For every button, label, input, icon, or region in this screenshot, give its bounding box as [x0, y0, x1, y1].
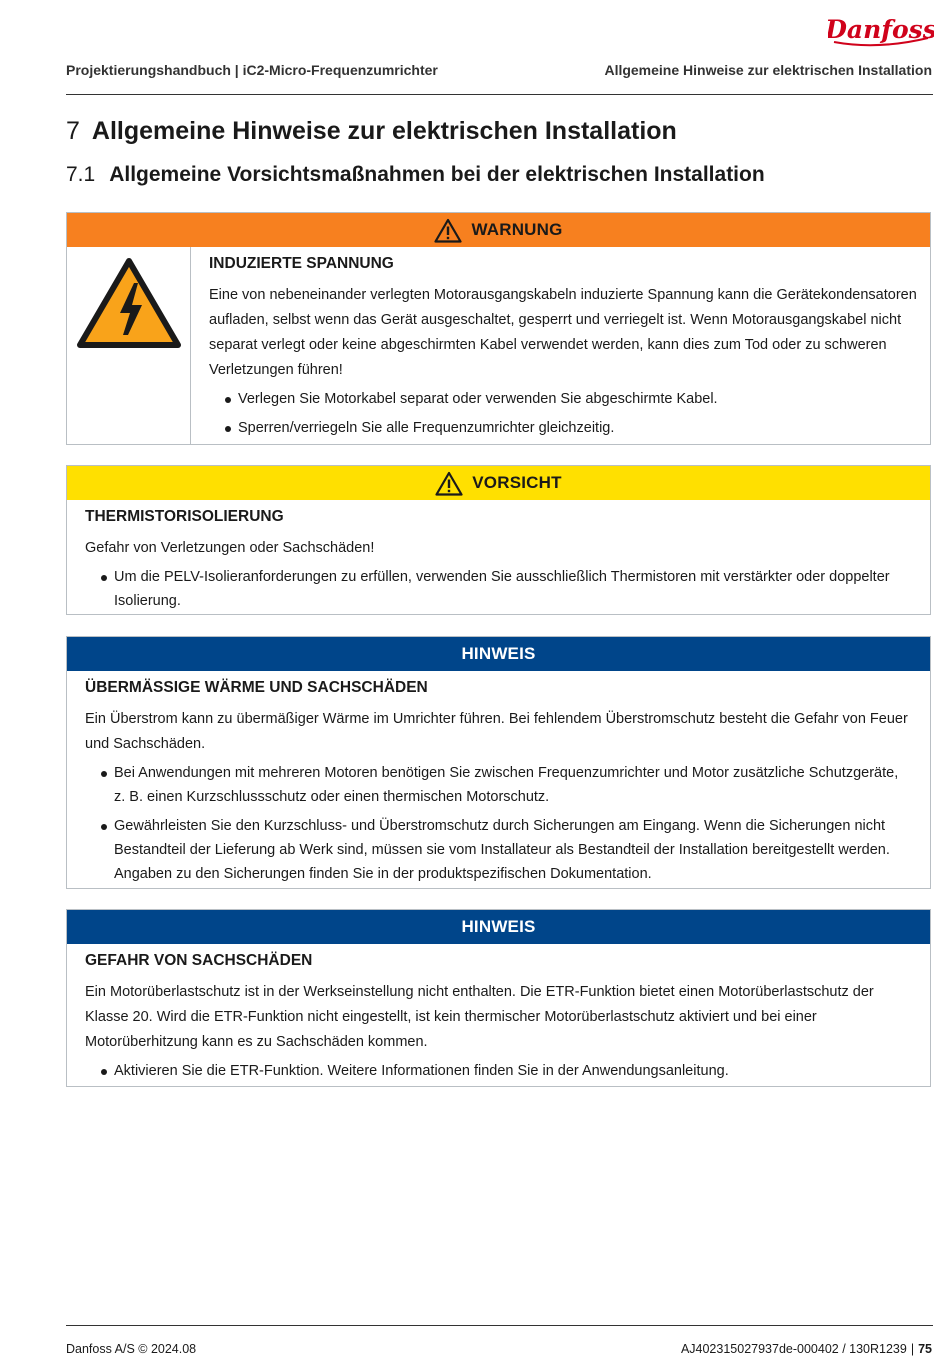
warning-triangle-icon [434, 218, 462, 243]
caution-bullets [85, 565, 912, 613]
caution-text: Gefahr von Verletzungen oder Sachschäden! [85, 540, 375, 556]
list-item: Bei Anwendungen mit mehreren Motoren benötigen Sie zwischen Frequenzumrichter und Motor zusätzliche Schutzgeräte, z. B. einen Kurzschlussschutz oder einen thermischen Motorschutz. [85, 761, 912, 809]
section-number: 7.1 [66, 163, 96, 186]
notice-bullets [85, 1059, 912, 1083]
warning-text: Eine von nebeneinander verlegten Motorausgangskabeln induzierte Spannung kann die Gerätekondensatoren aufladen, selbst wenn das Gerät ausgeschaltet, gesperrt und verriegelt ist. Wenn Motorausgangskabel nicht separat verlegt oder keine abgeschirmten Kabel verwendet werden, kann dies zum Tod oder zu schweren Verletzungen führen! [209, 287, 917, 378]
notice-title: GEFAHR VON SACHSCHÄDEN [85, 952, 313, 969]
notice-content [67, 950, 930, 1083]
electrical-hazard-icon [76, 257, 182, 351]
logo-text: Danfoss [828, 15, 934, 44]
warning-header [67, 213, 930, 247]
list-item: Aktivieren Sie die ETR-Funktion. Weitere Informationen finden Sie in der Anwendungsanleitung. [85, 1059, 912, 1083]
warning-bullets [209, 387, 917, 440]
notice-title: ÜBERMÄSSIGE WÄRME UND SACHSCHÄDEN [85, 679, 428, 696]
page-number: 75 [918, 1342, 932, 1356]
notice-header [67, 637, 930, 671]
chapter-heading [66, 117, 677, 146]
notice-bullets [85, 761, 912, 886]
notice-header [67, 910, 930, 944]
header-document-title: Projektierungshandbuch | iC2-Micro-Frequenzumrichter [66, 62, 438, 78]
header-divider [66, 94, 933, 95]
caution-content [67, 506, 930, 613]
caution-label: VORSICHT [472, 473, 562, 492]
list-item: Gewährleisten Sie den Kurzschluss- und Überstromschutz durch Sicherungen am Eingang. Wenn die Sicherungen nicht Bestandteil der Lieferung ab Werk sind, müssen sie vom Installateur als Bestandteil der Installation bereitgestellt werden. Angaben zu den Sicherungen finden Sie in der produktspezifischen Dokumentation. [85, 814, 912, 886]
footer-doc-id: AJ402315027937de-000402 / 130R1239 [680, 1342, 907, 1356]
caution-title: THERMISTORISOLIERUNG [85, 508, 284, 525]
hazard-icon-column [67, 247, 191, 444]
footer-copyright: Danfoss A/S © 2024.08 [66, 1342, 197, 1356]
notice-label: HINWEIS [461, 644, 536, 663]
caution-header [67, 466, 930, 500]
footer-document-info [681, 1342, 932, 1356]
warning-title: INDUZIERTE SPANNUNG [209, 255, 394, 272]
warning-content [209, 247, 917, 445]
notice-box-heat [66, 636, 931, 889]
notice-box-damage [66, 909, 931, 1087]
list-item: Um die PELV-Isolieranforderungen zu erfüllen, verwenden Sie ausschließlich Thermistoren mit verstärkter oder doppelter Isolierung. [85, 565, 912, 613]
warning-label: WARNUNG [471, 220, 563, 239]
danfoss-logo [828, 8, 934, 50]
caution-box [66, 465, 931, 615]
header-chapter-title: Allgemeine Hinweise zur elektrischen Installation [604, 62, 932, 78]
warning-box [66, 212, 931, 445]
chapter-number: 7 [66, 117, 80, 145]
chapter-title: Allgemeine Hinweise zur elektrischen Installation [91, 117, 677, 145]
notice-content [67, 677, 930, 886]
warning-triangle-icon [435, 471, 463, 496]
list-item: Verlegen Sie Motorkabel separat oder verwenden Sie abgeschirmte Kabel. [209, 387, 917, 411]
list-item: Sperren/verriegeln Sie alle Frequenzumrichter gleichzeitig. [209, 416, 917, 440]
footer-divider [66, 1325, 933, 1326]
notice-label: HINWEIS [461, 917, 536, 936]
notice-text: Ein Überstrom kann zu übermäßiger Wärme im Umrichter führen. Bei fehlendem Überstromschutz besteht die Gefahr von Feuer und Sachschäden. [85, 711, 908, 752]
section-heading [66, 163, 765, 187]
footer-separator: | [910, 1342, 915, 1356]
notice-text: Ein Motorüberlastschutz ist in der Werkseinstellung nicht enthalten. Die ETR-Funktion bietet einen Motorüberlastschutz der Klasse 20. Wird die ETR-Funktion nicht eingestellt, ist kein thermischer Motorüberlastschutz aktiviert und bei einer Motorüberhitzung kann es zu Sachschäden kommen. [85, 984, 874, 1050]
section-title: Allgemeine Vorsichtsmaßnahmen bei der elektrischen Installation [109, 163, 765, 186]
